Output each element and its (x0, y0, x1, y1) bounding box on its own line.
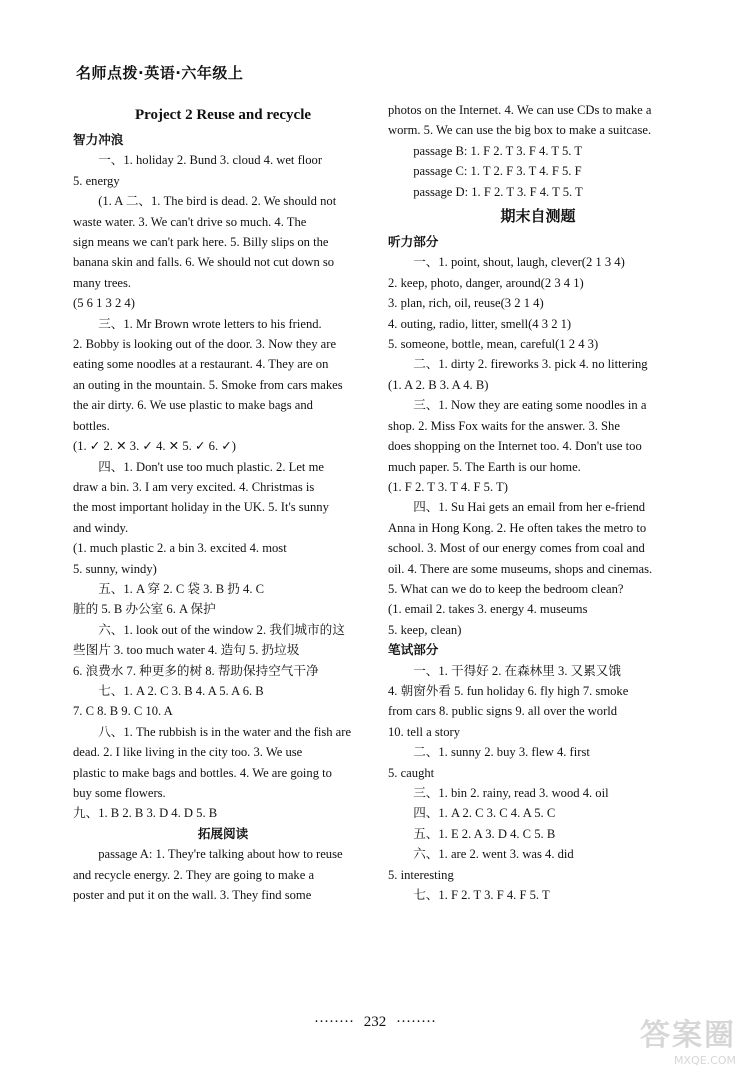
answer-line: and windy. (73, 520, 129, 535)
answer-line: 5. sunny, windy) (73, 561, 157, 576)
right-column (388, 100, 688, 905)
answer-line: sign means we can't park here. 5. Billy slips on the (73, 235, 329, 250)
answer-line: 五、1. E 2. A 3. D 4. C 5. B (413, 826, 556, 841)
answer-line: oil. 4. There are some museums, shops and cinemas. (388, 561, 653, 576)
answer-line: passage A: 1. They're talking about how to reuse (98, 847, 343, 862)
answer-line: 2. Bobby is looking out of the door. 3. Now they are (73, 337, 337, 352)
answer-line: (1. ✓ 2. ✕ 3. ✓ 4. ✕ 5. ✓ 6. ✓) (73, 439, 237, 454)
answer-line: 三、1. bin 2. rainy, read 3. wood 4. oil (413, 786, 609, 800)
answer-line: 4. 朝窗外看 5. fun holiday 6. fly high 7. smoke (388, 683, 629, 698)
answer-line: 5. energy (73, 173, 120, 188)
answer-line: school. 3. Most of our energy comes from coal and (388, 541, 645, 556)
section-title: 期末自测题 (500, 209, 576, 226)
answer-line: 5. keep, clean) (388, 622, 462, 637)
answer-line: 些图片 3. too much water 4. 造句 5. 扔垃圾 (73, 643, 300, 658)
subsection-heading: 听力部分 (388, 234, 439, 250)
book-header: 名师点拨·英语·六年级上 (76, 64, 244, 82)
answer-line: 6. 浪费水 7. 种更多的树 8. 帮助保持空气干净 (73, 663, 319, 678)
answer-line: passage C: 1. T 2. F 3. T 4. F 5. F (413, 164, 582, 179)
answer-line: 六、1. are 2. went 3. was 4. did (413, 847, 574, 862)
answer-line: 四、1. A 2. C 3. C 4. A 5. C (413, 806, 556, 821)
answer-line: (5 6 1 3 2 4) (73, 296, 135, 311)
answer-line: worm. 5. We can use the big box to make a suitcase. (388, 123, 652, 138)
answer-line: 10. tell a story (388, 724, 461, 739)
answer-line: bottles. (73, 418, 110, 433)
answer-line: waste water. 3. We can't drive so much. 4. The (73, 214, 307, 229)
answer-line: 脏的 5. B 办公室 6. A 保护 (73, 602, 216, 617)
answer-line: and recycle energy. 2. They are going to make a (73, 867, 315, 882)
watermark-text: 答案圈 (640, 1018, 736, 1053)
answer-line: 七、1. F 2. T 3. F 4. F 5. T (413, 888, 550, 903)
answer-line: (1. F 2. T 3. T 4. F 5. T) (388, 479, 508, 494)
answer-line: dead. 2. I like living in the city too. 3. We use (73, 745, 303, 760)
answer-line: does shopping on the Internet too. 4. Don't use too (388, 439, 642, 454)
watermark (640, 1010, 736, 1067)
answer-line: 5. interesting (388, 867, 454, 882)
answer-line: 四、1. Su Hai gets an email from her e-friend (413, 500, 646, 515)
answer-line: 5. someone, bottle, mean, careful(1 2 4 3) (388, 337, 599, 352)
answer-line: Anna in Hong Kong. 2. He often takes the metro to (388, 520, 647, 535)
answer-line: eating some noodles at a restaurant. 4. They are on (73, 357, 329, 372)
answer-line: 5. caught (388, 765, 435, 780)
subsection-heading: 拓展阅读 (197, 825, 249, 841)
answer-line: 4. outing, radio, litter, smell(4 3 2 1) (388, 316, 572, 331)
answer-line: 四、1. Don't use too much plastic. 2. Let me (98, 459, 324, 474)
answer-line: buy some flowers. (73, 786, 166, 800)
answer-line: (1. A 二、1. The bird is dead. 2. We should not (98, 194, 337, 209)
watermark-site: MXQE.COM (674, 1054, 736, 1067)
answer-line: 7. C 8. B 9. C 10. A (73, 704, 173, 719)
answer-line: 二、1. dirty 2. fireworks 3. pick 4. no littering (413, 357, 648, 372)
answer-line: poster and put it on the wall. 3. They find some (73, 888, 312, 903)
answer-line: shop. 2. Miss Fox waits for the answer. 3. She (388, 418, 620, 433)
subsection-heading: 智力冲浪 (73, 132, 124, 147)
answer-line: 九、1. B 2. B 3. D 4. D 5. B (73, 806, 218, 821)
page-dots-left: ········ (314, 1014, 354, 1030)
answer-line: an outing in the mountain. 5. Smoke from cars makes (73, 377, 343, 392)
answer-line: 5. What can we do to keep the bedroom clean? (388, 581, 624, 596)
answer-line: many trees. (73, 275, 132, 290)
page-dots-right: ········ (396, 1014, 436, 1030)
answer-line: 一、1. holiday 2. Bund 3. cloud 4. wet floor (98, 153, 323, 168)
answer-line: 2. keep, photo, danger, around(2 3 4 1) (388, 275, 584, 290)
answer-line: 3. plan, rich, oil, reuse(3 2 1 4) (388, 296, 544, 311)
answer-line: 一、1. point, shout, laugh, clever(2 1 3 4) (413, 255, 625, 270)
answer-line: much paper. 5. The Earth is our home. (388, 459, 581, 474)
answer-line: 六、1. look out of the window 2. 我们城市的这 (98, 622, 345, 637)
answer-line: photos on the Internet. 4. We can use CDs to make a (388, 103, 652, 117)
answer-line: from cars 8. public signs 9. all over the world (388, 704, 618, 719)
answer-line: (1. email 2. takes 3. energy 4. museums (388, 602, 588, 617)
left-column (73, 100, 373, 905)
answer-line: the most important holiday in the UK. 5. It's sunny (73, 500, 329, 515)
answer-line: plastic to make bags and bottles. 4. We are going to (73, 765, 332, 780)
answer-line: passage B: 1. F 2. T 3. F 4. T 5. T (413, 143, 583, 158)
answer-line: 三、1. Now they are eating some noodles in a (413, 398, 647, 413)
page-number-row (0, 1014, 750, 1031)
page-number: 232 (363, 1014, 387, 1030)
subsection-heading: 笔试部分 (388, 642, 439, 658)
answer-line: 一、1. 干得好 2. 在森林里 3. 又累又饿 (413, 663, 621, 678)
answer-line: (1. A 2. B 3. A 4. B) (388, 377, 489, 392)
answer-line: banana skin and falls. 6. We should not cut down so (73, 255, 335, 270)
answer-line: passage D: 1. F 2. T 3. F 4. T 5. T (413, 184, 583, 199)
answer-line: the air dirty. 6. We use plastic to make bags and (73, 398, 313, 413)
answer-line: draw a bin. 3. I am very excited. 4. Christmas is (73, 479, 315, 494)
answer-line: 七、1. A 2. C 3. B 4. A 5. A 6. B (98, 683, 264, 698)
answer-line: 八、1. The rubbish is in the water and the fish are (98, 724, 352, 739)
answer-line: 五、1. A 穿 2. C 袋 3. B 扔 4. C (98, 581, 265, 596)
answer-line: 二、1. sunny 2. buy 3. flew 4. first (413, 745, 590, 760)
answer-line: (1. much plastic 2. a bin 3. excited 4. most (73, 541, 287, 556)
section-title: Project 2 Reuse and recycle (134, 107, 312, 123)
answer-line: 三、1. Mr Brown wrote letters to his friend. (98, 316, 322, 331)
